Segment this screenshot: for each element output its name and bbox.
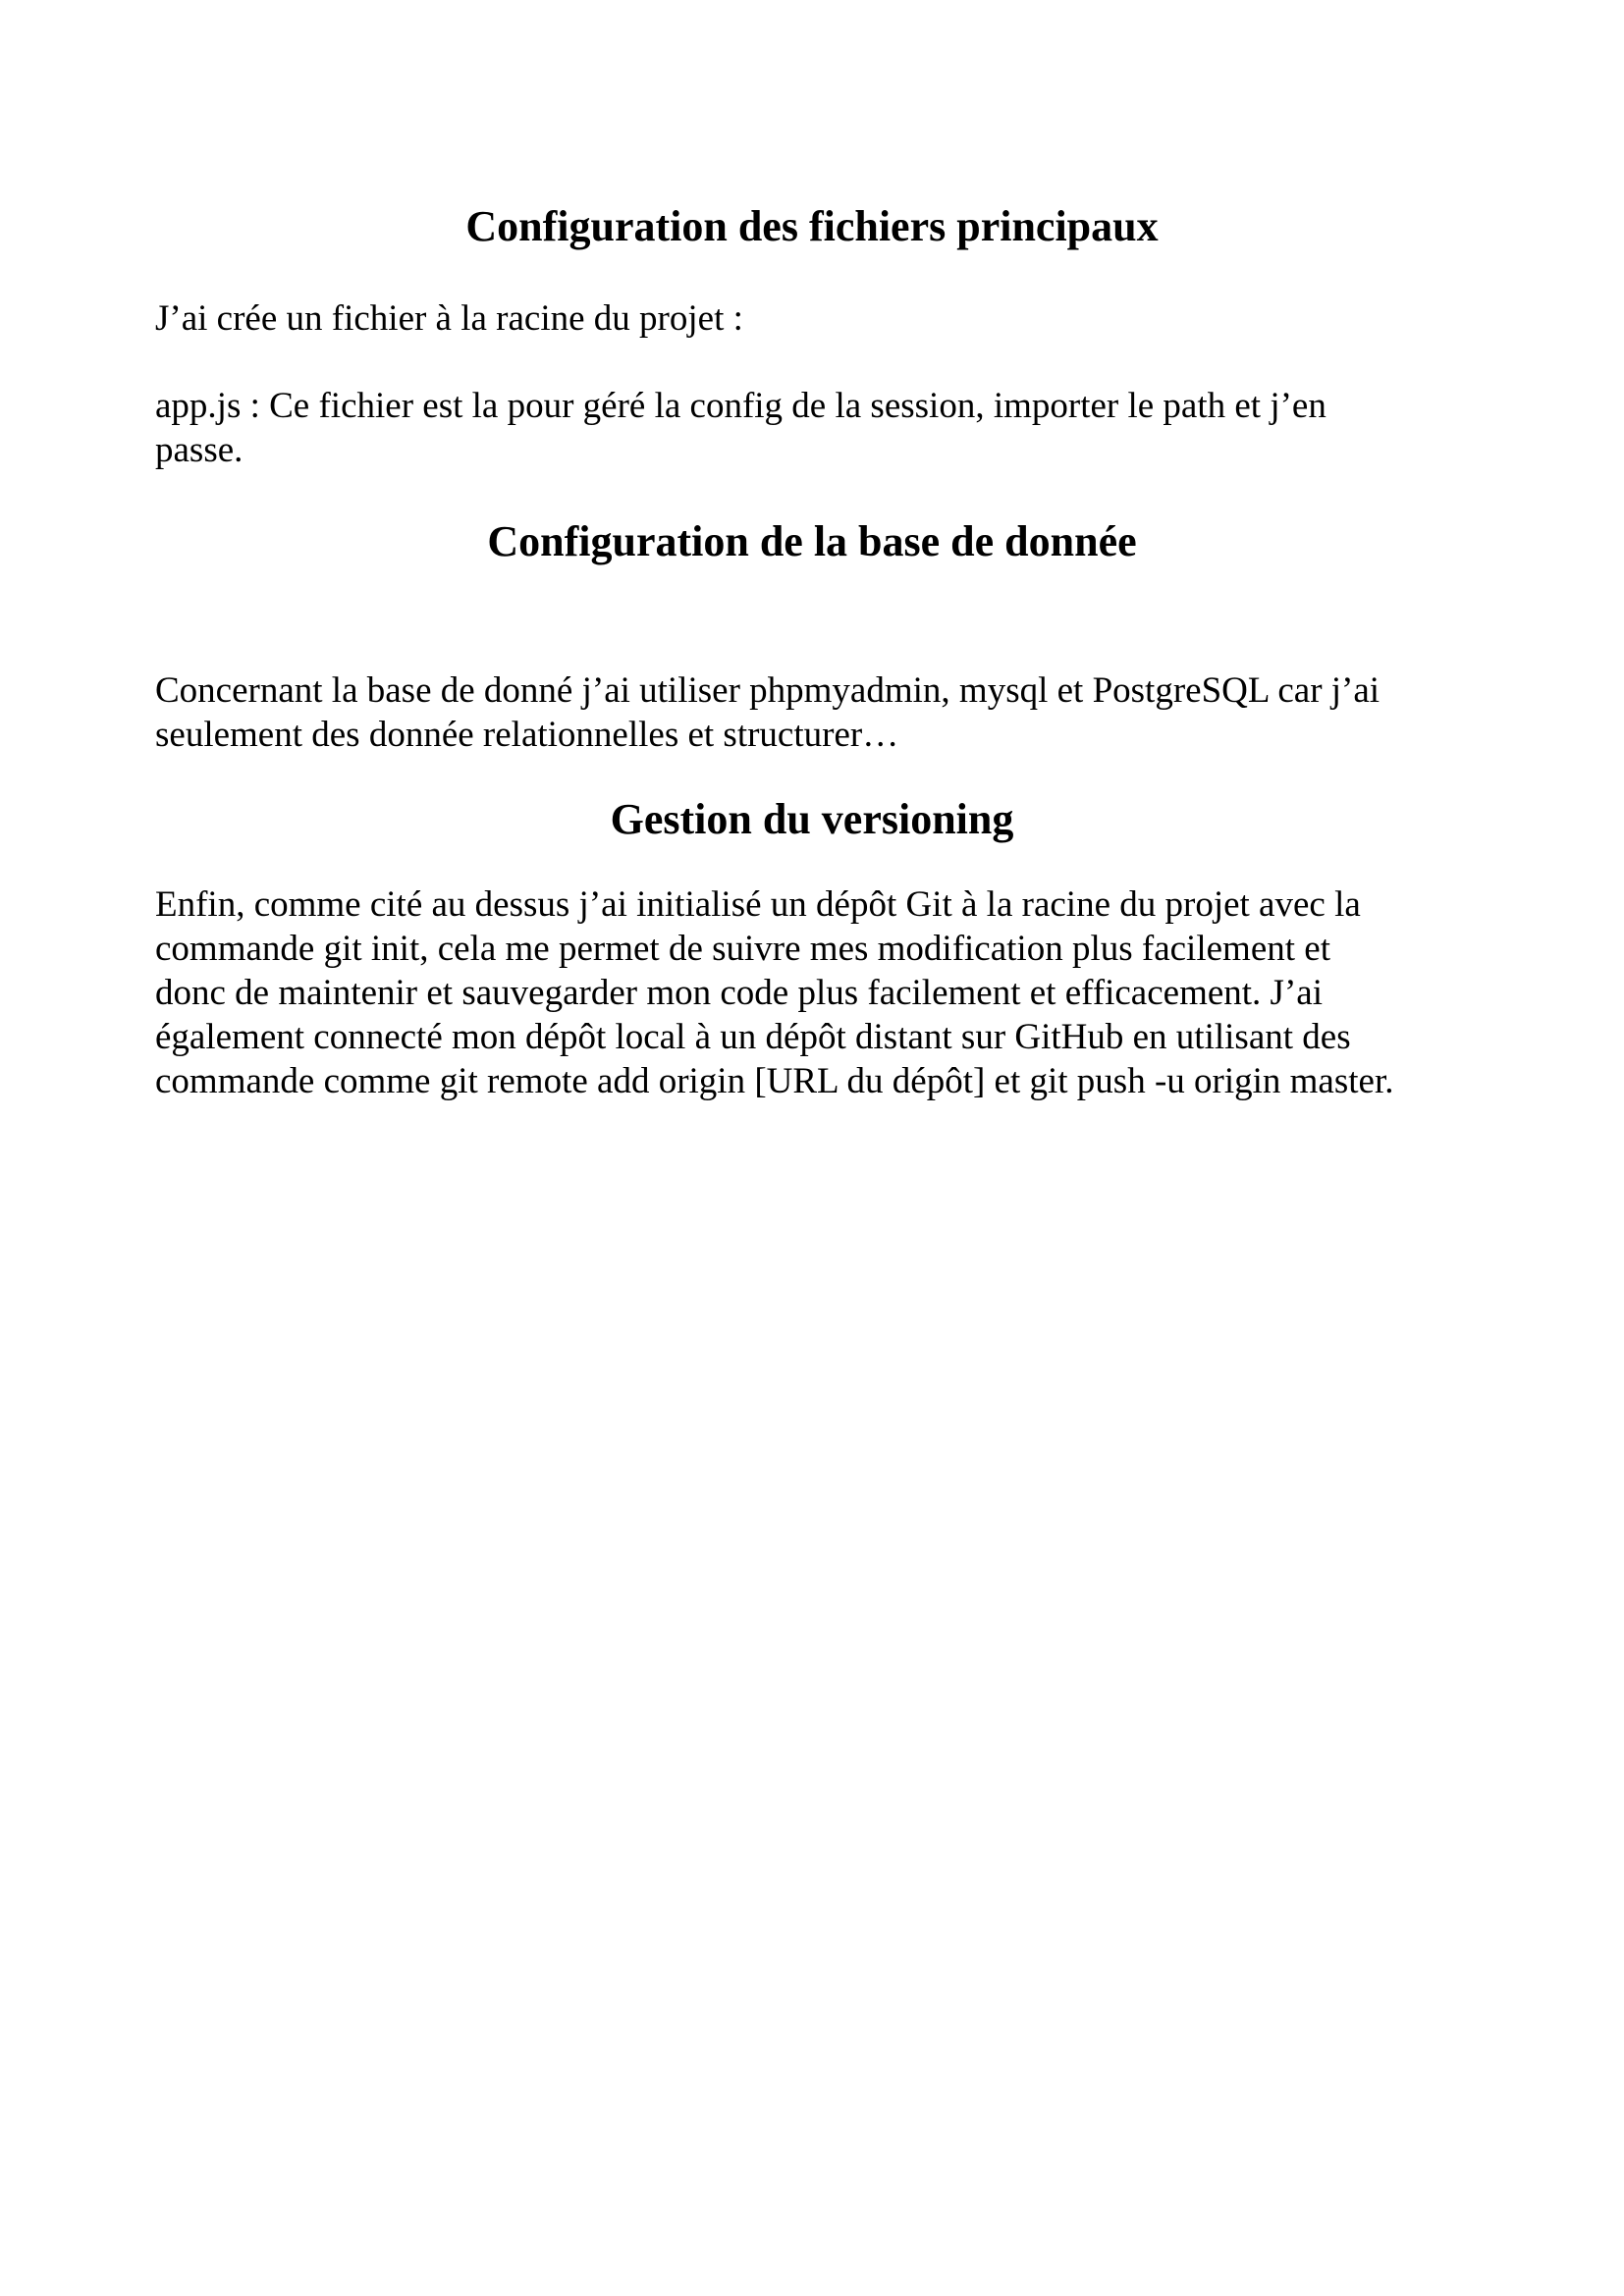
paragraph-line: passe.	[155, 430, 244, 470]
section-title-versioning: Gestion du versioning	[610, 795, 1014, 843]
paragraph-created-file	[155, 296, 1500, 341]
paragraph-line: Concernant la base de donné j’ai utiliser phpmyadmin, mysql et PostgreSQL car j’ai	[155, 670, 1380, 711]
paragraph-line: app.js : Ce fichier est la pour géré la config de la session, importer le path et j’en	[155, 386, 1326, 426]
paragraph-database	[155, 668, 1500, 757]
paragraph-line: J’ai crée un fichier à la racine du projet :	[155, 298, 743, 339]
paragraph-app-js	[155, 384, 1500, 472]
section-title-main-files: Configuration des fichiers principaux	[465, 202, 1159, 250]
section-title-database: Configuration de la base de donnée	[487, 517, 1137, 565]
paragraph-line: seulement des donnée relationnelles et structurer…	[155, 715, 899, 755]
paragraph-line: également connecté mon dépôt local à un dépôt distant sur GitHub en utilisant des	[155, 1017, 1351, 1057]
paragraph-versioning	[155, 882, 1500, 1103]
paragraph-line: Enfin, comme cité au dessus j’ai initialisé un dépôt Git à la racine du projet avec la	[155, 884, 1361, 925]
paragraph-line: commande git init, cela me permet de suivre mes modification plus facilement et	[155, 929, 1330, 969]
paragraph-line: commande comme git remote add origin [URL du dépôt] et git push -u origin master.	[155, 1061, 1394, 1101]
paragraph-line: donc de maintenir et sauvegarder mon code plus facilement et efficacement. J’ai	[155, 973, 1323, 1013]
